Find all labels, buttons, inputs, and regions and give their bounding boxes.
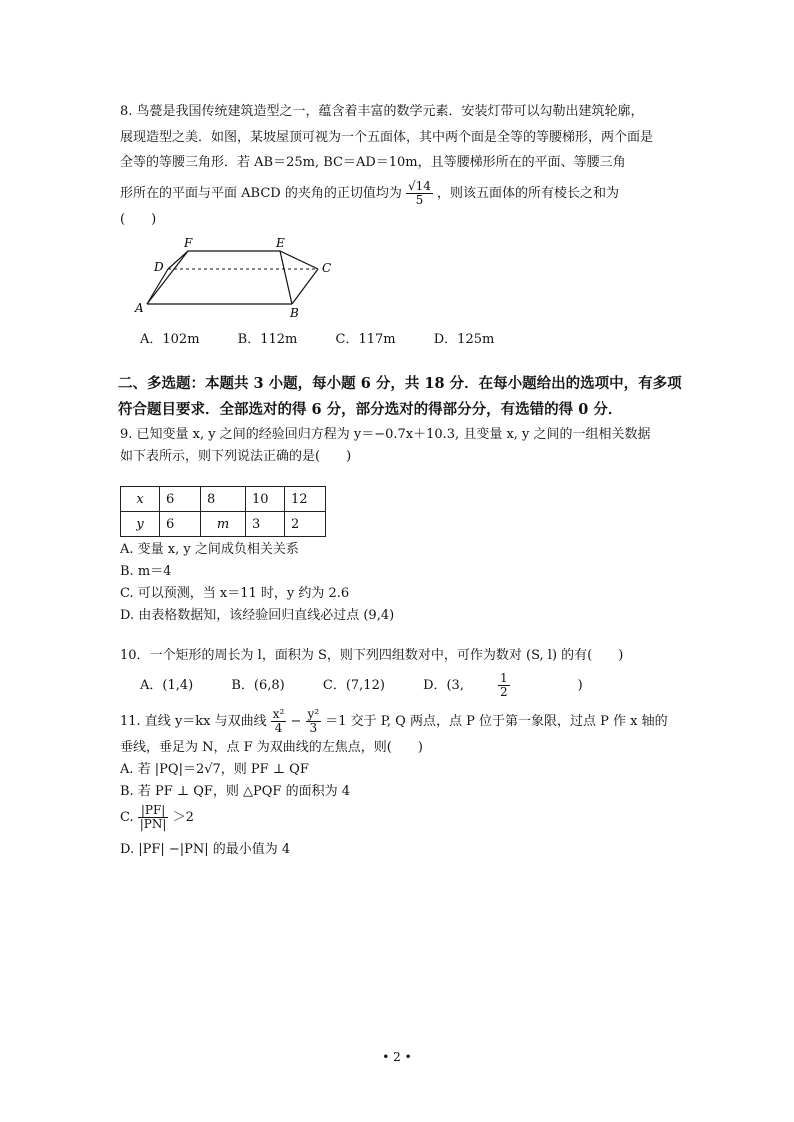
edge-bc — [292, 269, 318, 304]
q9-line-2: 如下表所示，则下列说法正确的是( ) — [120, 449, 352, 464]
q11-line-1-pre: 11. 直线 y＝kx 与双曲线 — [120, 714, 267, 729]
edge-be — [280, 251, 292, 304]
q11-minus: − — [290, 714, 302, 729]
q10-option-b[interactable]: B．(6,8) — [231, 678, 285, 693]
table-cell: 10 — [246, 487, 285, 512]
q8-tan-fraction — [406, 180, 433, 207]
q10-option-a[interactable]: A．(1,4) — [140, 678, 194, 693]
q11-line-2: 垂线，垂足为 N，点 F 为双曲线的左焦点，则( ) — [120, 740, 423, 755]
table-cell: x — [121, 487, 160, 512]
q11-option-c-denominator: |PN| — [139, 817, 167, 831]
q8-option-b[interactable]: B．112m — [237, 332, 298, 347]
q11-fraction-x — [271, 708, 287, 735]
q8-answer-paren: ( ) — [120, 212, 157, 227]
label-e: E — [276, 236, 285, 250]
table-cell: 6 — [160, 512, 201, 537]
q9-option-a[interactable]: A. 变量 x, y 之间成负相关关系 — [120, 542, 299, 557]
table-cell: 6 — [160, 487, 201, 512]
edge-af — [147, 251, 188, 304]
q8-tan-denominator: 5 — [415, 193, 424, 207]
q10-option-d-fraction — [498, 672, 544, 699]
q8-option-c[interactable]: C．117m — [335, 332, 396, 347]
q11-option-c-fraction — [138, 804, 169, 831]
q11-fraction-x-numerator: x² — [272, 707, 285, 721]
q8-line-4-pre: 形所在的平面与平面 ABCD 的夹角的正切值均为 — [120, 186, 402, 201]
q11-fraction-y-numerator: y² — [307, 707, 320, 721]
q11-option-c-post: ＞2 — [172, 810, 194, 825]
label-c: C — [322, 261, 332, 275]
q9-option-b[interactable]: B. m＝4 — [120, 564, 172, 579]
q10-option-d-numerator: 1 — [499, 671, 508, 685]
q10-option-c[interactable]: C．(7,12) — [322, 678, 385, 693]
q11-option-d[interactable]: D. |PF| −|PN| 的最小值为 4 — [120, 842, 291, 857]
section-2-heading-line-2: 符合题目要求．全部选对的得 6 分，部分选对的得部分分，有选错的得 0 分． — [118, 401, 623, 418]
q10-options — [140, 672, 651, 699]
q11-option-c-numerator: |PF| — [138, 804, 169, 818]
q8-tan-numerator: √14 — [407, 179, 431, 193]
edge-ce — [280, 251, 318, 269]
q11-fraction-y-denominator: 3 — [309, 721, 318, 735]
q8-line-1: 8. 鸟甍是我国传统建筑造型之一，蕴含着丰富的数学元素．安装灯带可以勾勒出建筑轮廓， — [120, 104, 644, 119]
q11-option-c[interactable] — [120, 804, 194, 831]
q9-option-d[interactable]: D. 由表格数据知，该经验回归直线必过点 (9,4) — [120, 608, 395, 623]
edge-ad — [147, 269, 168, 304]
label-f: F — [184, 236, 193, 250]
q9-line-1: 9. 已知变量 x, y 之间的经验回归方程为 y＝−0.7x＋10.3, 且变量 x, y 之间的一组相关数据 — [120, 427, 651, 442]
q9-option-c[interactable]: C. 可以预测，当 x＝11 时，y 约为 2.6 — [120, 586, 350, 601]
q8-line-3: 全等的等腰三角形．若 AB＝25m, BC＝AD＝10m，且等腰梯形所在的平面、等腰三角 — [120, 155, 626, 170]
q11-option-b[interactable]: B. 若 PF ⊥ QF，则 △PQF 的面积为 4 — [120, 784, 350, 799]
page-number: • 2 • — [382, 1050, 412, 1064]
q8-line-4-post: ，则该五面体的所有棱长之和为 — [437, 186, 620, 201]
table-cell: 2 — [285, 512, 326, 537]
q10-option-d-denominator: 2 — [499, 685, 508, 699]
edge-df — [168, 251, 188, 269]
table-cell: 8 — [201, 487, 246, 512]
table-row-y — [121, 512, 326, 537]
q11-line-1 — [120, 708, 668, 735]
q8-options — [140, 328, 528, 347]
label-b: B — [290, 306, 299, 320]
q8-option-a[interactable]: A．102m — [140, 332, 200, 347]
q8-line-4 — [120, 180, 619, 207]
q10-line-1: 10．一个矩形的周长为 l，面积为 S，则下列四组数对中，可作为数对 (S, l) 的有( ) — [120, 648, 624, 663]
q9-data-table — [120, 486, 326, 537]
q10-option-d-post: ) — [577, 678, 583, 693]
q8-option-d[interactable]: D．125m — [433, 332, 495, 347]
q10-option-d-pre: D．(3, — [423, 678, 464, 693]
q11-option-c-pre: C. — [120, 810, 134, 825]
table-cell: 3 — [246, 512, 285, 537]
label-d: D — [154, 260, 164, 274]
table-row-x — [121, 487, 326, 512]
pentahedron-figure — [130, 232, 350, 322]
q11-option-a[interactable]: A. 若 |PQ|＝2√7，则 PF ⊥ QF — [120, 762, 309, 777]
table-cell: y — [121, 512, 160, 537]
section-2-heading-line-1: 二、多选题：本题共 3 小题，每小题 6 分，共 18 分．在每小题给出的选项中，有多项 — [118, 375, 682, 392]
q8-line-2: 展现造型之美．如图，某坡屋顶可视为一个五面体，其中两个面是全等的等腰梯形，两个面是 — [120, 130, 654, 145]
table-cell: 12 — [285, 487, 326, 512]
table-cell: m — [201, 512, 246, 537]
q10-option-d[interactable] — [423, 671, 617, 699]
q11-line-1-post: ＝1 交于 P, Q 两点，点 P 位于第一象限，过点 P 作 x 轴的 — [325, 714, 668, 729]
q11-fraction-y — [306, 708, 322, 735]
q11-fraction-x-denominator: 4 — [274, 721, 283, 735]
label-a: A — [135, 301, 144, 315]
